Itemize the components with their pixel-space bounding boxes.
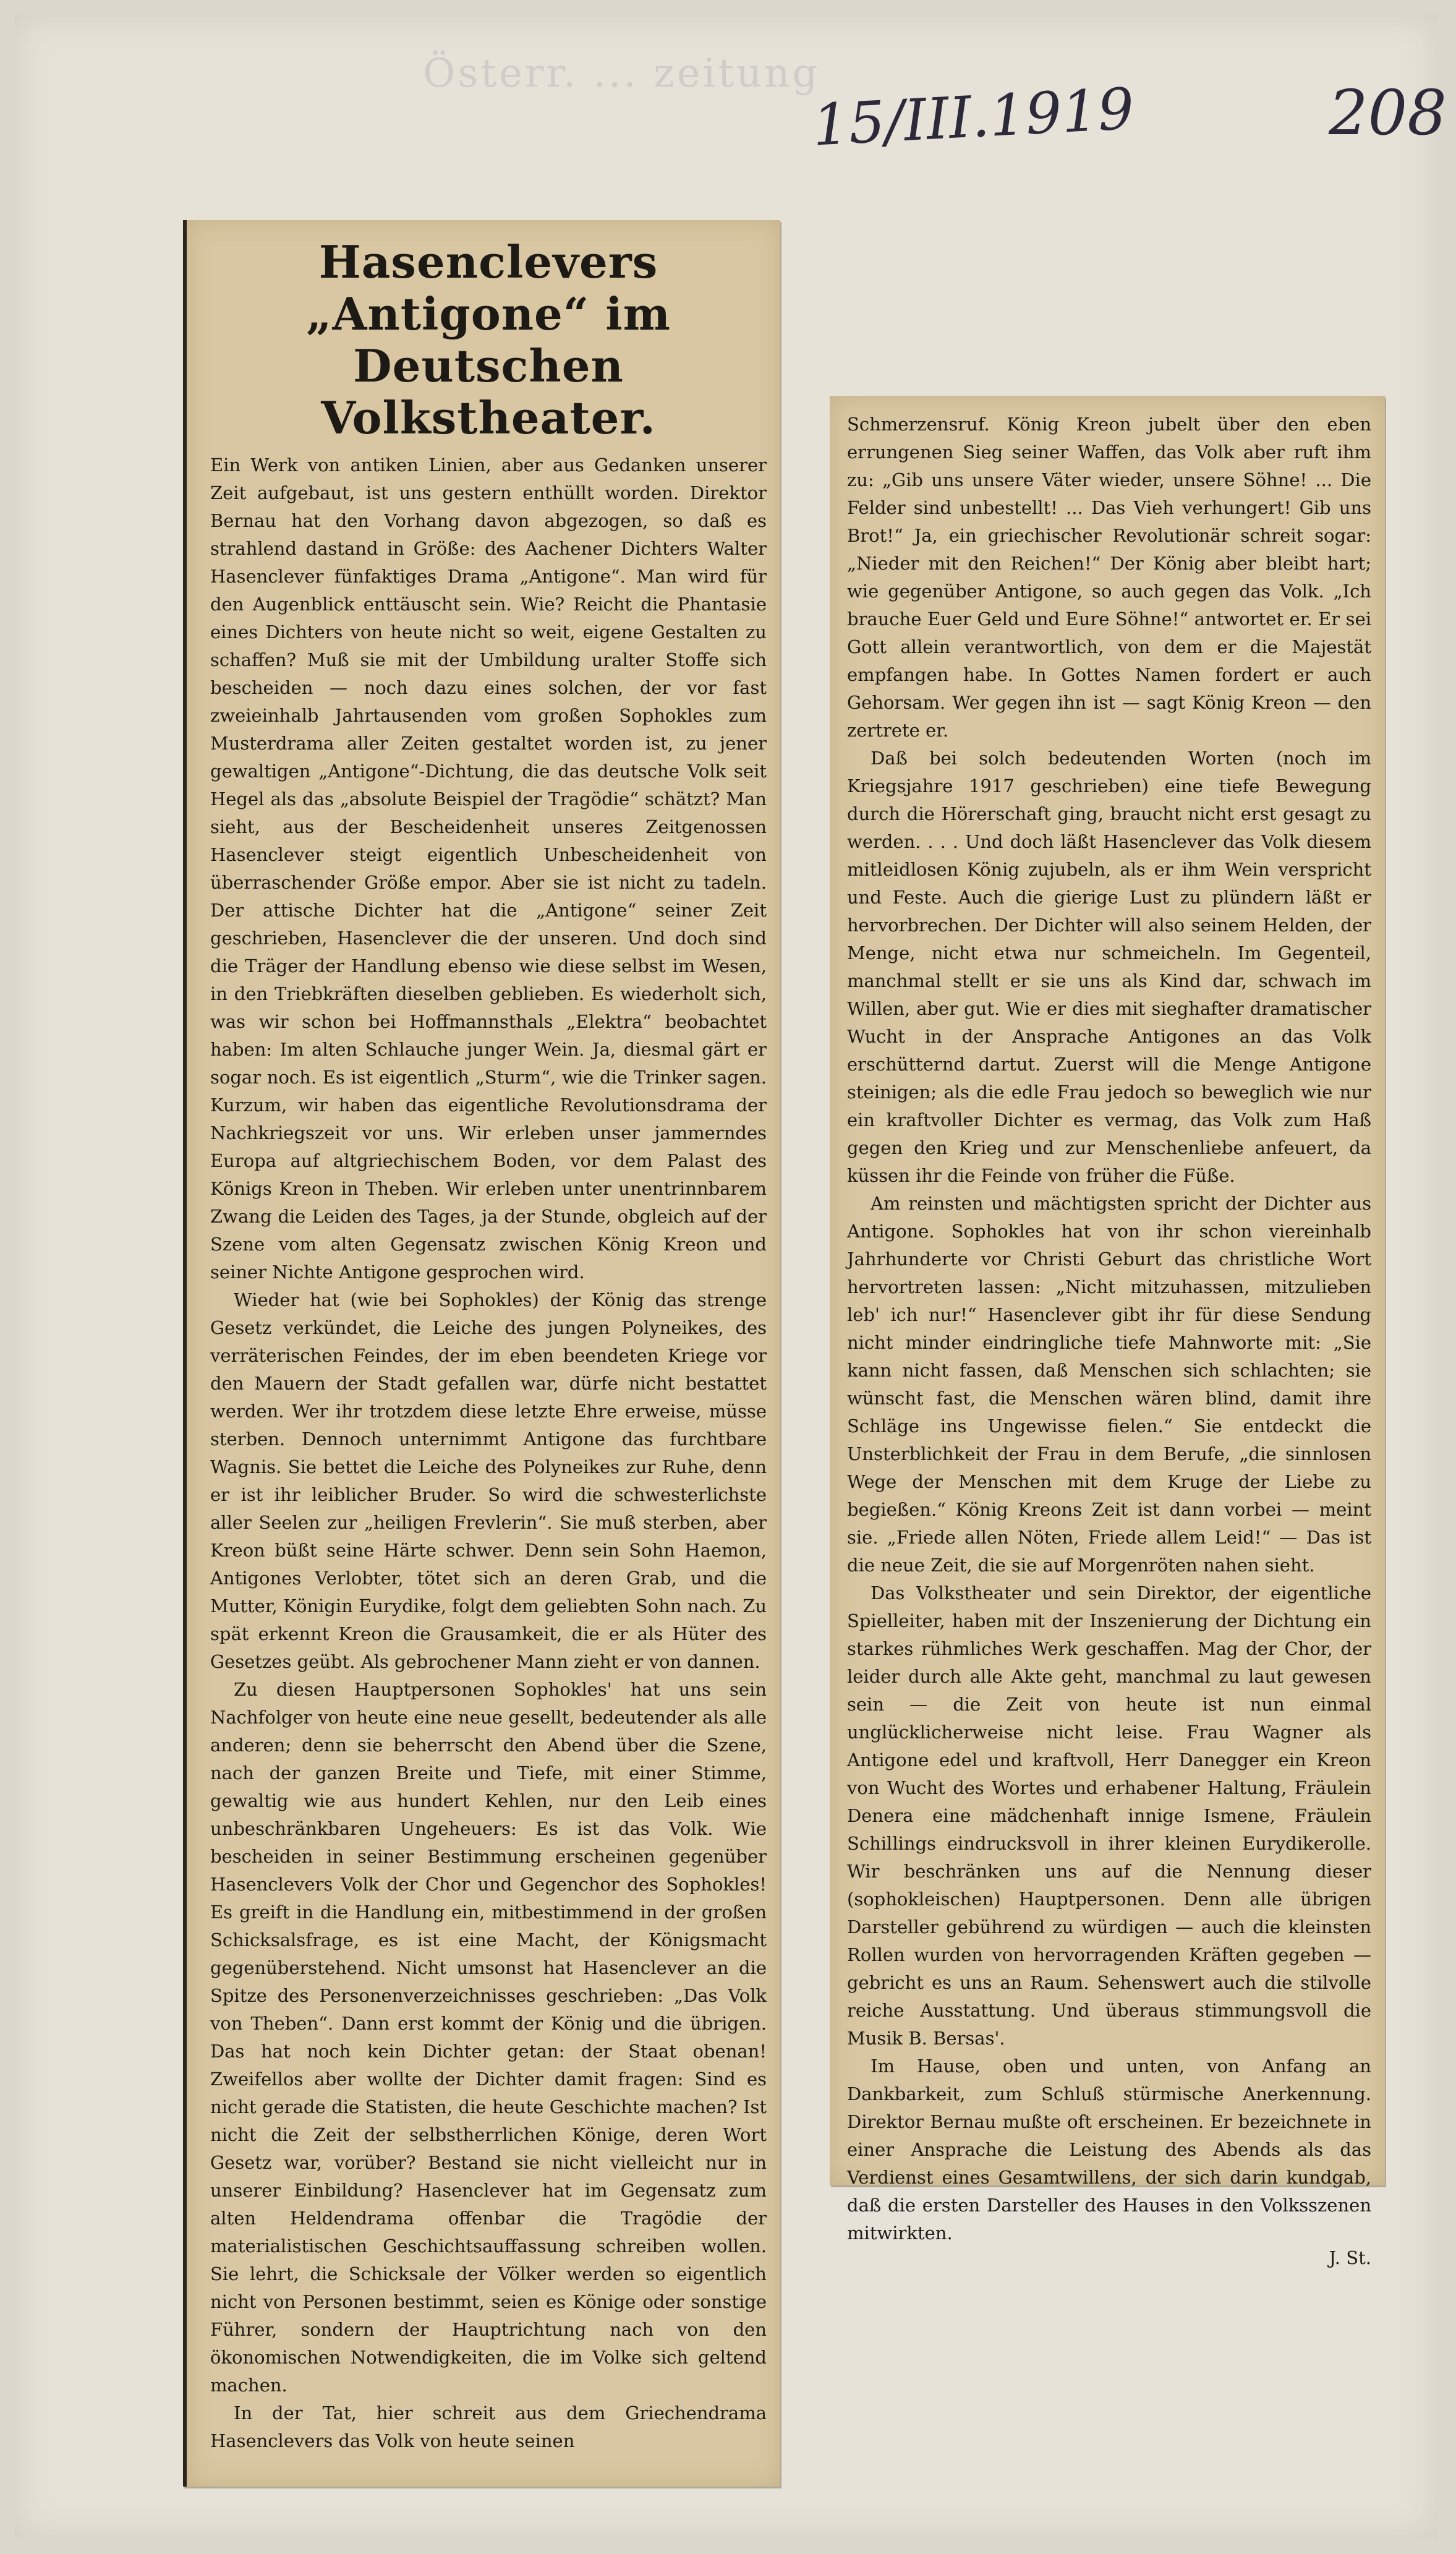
handwritten-page-number: 208 bbox=[1329, 77, 1447, 149]
article-headline: Hasenclevers „Antigone“ im Deutschen Volkstheater. bbox=[306, 236, 671, 444]
author-signature: J. St. bbox=[1329, 2247, 1371, 2268]
handwritten-date: 15/III.1919 bbox=[811, 75, 1136, 159]
clipping-right-column bbox=[830, 396, 1385, 2268]
paragraph: Schmerzensruf. König Kreon jubelt über den eben errungenen Sieg seiner Waffen, das Volk aber ruft ihm zu: „Gib uns unsere Väter wieder, unsere Söhne! ... Die Felder sind unbestellt! ... Das Vieh verhungert! Gib uns Brot!“ Ja, ein griechischer Revolutionär schreit sogar: „Nieder mit den Reichen!“ Der König aber bleibt hart; wie gegenüber Antigone, so auch gegen das Volk. „Ich brauche Euer Geld und Eure Söhne!“ antwortet er. Er sei Gott allein verantwortlich, von dem er die Majestät empfangen habe. In Gottes Namen fordert er auch Gehorsam. Wer gegen ihn ist — sagt König Kreon — den zertrete er. bbox=[847, 414, 1371, 741]
faded-stamp-header: Österr. ... zeitung bbox=[423, 51, 820, 96]
article-text-right bbox=[847, 411, 1371, 2247]
paragraph: Zu diesen Hauptpersonen Sophokles' hat uns sein Nachfolger von heute eine neue gesellt, bedeutender als alle anderen; denn sie beherrscht den Abend über die Szene, nach der ganzen Breite und Tiefe, mit einer Stimme, gewaltig wie aus hundert Kehlen, nur den Leib eines unbeschränkbaren Ungeheuers: Es ist das Volk. Wie bescheiden in seiner Bestimmung erscheinen gegenüber Hasenclevers Volk der Chor und Gegenchor des Sophokles! Es greift in die Handlung ein, mitbestimmend in der großen Schicksalsfrage, es ist eine Macht, der Königsmacht gegenüberstehend. Nicht umsonst hat Hasenclever an die Spitze des Personenverzeichnisses geschrieben: „Das Volk von Theben“. Dann erst kommt der König und die übrigen. Das hat noch kein Dichter getan: der Staat obenan! Zweifellos aber wollte der Dichter damit fragen: Sind es nicht gerade die Statisten, die heute Geschichte machen? Ist nicht die Zeit der selbstherrlichen Könige, deren Wort Gesetz war, vorüber? Bestand sie nicht vielleicht nur in unserer Einbildung? Hasenclever hat im Gegensatz zum alten Heldendrama offenbar die Tragödie der materialistischen Geschichtsauffassung schreiben wollen. Sie lehrt, die Schicksale der Völker werden so eigentlich nicht von Personen bestimmt, seien es Könige oder sonstige Führer, sondern der Hauptrichtung nach von den ökonomischen Notwendigkeiten, die im Volke sich geltend machen. bbox=[210, 1679, 767, 2396]
clipping-left-column bbox=[183, 220, 780, 2487]
paragraph: Wieder hat (wie bei Sophokles) der König das strenge Gesetz verkündet, die Leiche des jungen Polyneikes, des verräterischen Feindes, der im eben beendeten Kriege vor den Mauern der Stadt gefallen war, dürfe nicht bestattet werden. Wer ihr trotzdem diese letzte Ehre erweise, müsse sterben. Dennoch unternimmt Antigone das furchtbare Wagnis. Sie bettet die Leiche des Polyneikes zur Ruhe, denn er ist ihr leiblicher Bruder. So wird die schwesterlichste aller Seelen zur „heiligen Frevlerin“. Sie muß sterben, aber Kreon büßt seine Härte schwer. Denn sein Sohn Haemon, Antigones Verlobter, tötet sich an deren Grab, und die Mutter, Königin Eurydike, folgt dem geliebten Sohn nach. Zu spät erkennt Kreon die Grausamkeit, die er als Hüter des Gesetzes geübt. Als gebrochener Mann zieht er von dannen. bbox=[210, 1289, 767, 1672]
paragraph: Daß bei solch bedeutenden Worten (noch im Kriegsjahre 1917 geschrieben) eine tiefe Bewegung durch die Hörerschaft ging, braucht nicht erst gesagt zu werden. . . . Und doch läßt Hasenclever das Volk diesem mitleidlosen König zujubeln, als er ihm Wein verspricht und Feste. Auch die gierige Lust zu plündern läßt er hervorbrechen. Der Dichter will also seinem Helden, der Menge, nicht etwa nur schmeicheln. Im Gegenteil, manchmal stellt er sie uns als Kind dar, schwach im Willen, aber gut. Wie er dies mit sieghafter dramatischer Wucht in der Ansprache Antigones an das Volk erschütternd dartut. Zuerst will die Menge Antigone steinigen; als die edle Frau jedoch so beweglich wie nur ein kraftvoller Dichter es vermag, das Volk zum Haß gegen den Krieg und zur Menschenliebe anfeuert, da küssen ihr die Feinde von früher die Füße. bbox=[847, 748, 1371, 1186]
paragraph: Das Volkstheater und sein Direktor, der eigentliche Spielleiter, haben mit der Inszenierung der Dichtung ein starkes rühmliches Werk geschaffen. Mag der Chor, der leider durch alle Akte geht, manchmal zu laut gewesen sein — die Zeit von heute ist nun einmal unglücklicherweise nicht leise. Frau Wagner als Antigone edel und kraftvoll, Herr Danegger ein Kreon von Wucht des Wortes und erhabener Haltung, Fräulein Denera eine mädchenhaft innige Ismene, Fräulein Schillings eindrucksvoll in ihrer kleinen Eurydikerolle. Wir beschränken uns auf die Nennung dieser (sophokleischen) Hauptpersonen. Denn alle übrigen Darsteller gebührend zu würdigen — auch die kleinsten Rollen wurden von hervorragenden Kräften gegeben — gebricht es uns an Raum. Sehenswert auch die stilvolle reiche Ausstattung. Und überaus stimmungsvoll die Musik B. Bersas'. bbox=[847, 1582, 1371, 2049]
paragraph: Im Hause, oben und unten, von Anfang an Dankbarkeit, zum Schluß stürmische Anerkennung. Direktor Bernau mußte oft erscheinen. Er bezeichnete in einer Ansprache die Leistung des Abends als das Verdienst eines Gesamtwillens, der sich darin kundgab, daß die ersten Darsteller des Hauses in den Volksszenen mitwirkten. bbox=[847, 2056, 1371, 2244]
paragraph: Am reinsten und mächtigsten spricht der Dichter aus Antigone. Sophokles hat von ihr schon viereinhalb Jahrhunderte vor Christi Geburt das christliche Wort hervortreten lassen: „Nicht mitzuhassen, mitzulieben leb' ich nur!“ Hasenclever gibt ihr für diese Sendung nicht minder eindringliche tiefe Mahnworte mit: „Sie kann nicht fassen, daß Menschen sich schlachten; sie wünscht fast, die Menschen wären blind, damit ihre Schläge ins Ungewisse fielen.“ Sie entdeckt die Unsterblichkeit der Frau in dem Berufe, „die sinnlosen Wege der Menschen mit dem Kruge der Liebe zu begießen.“ König Kreons Zeit ist dann vorbei — meint sie. „Friede allen Nöten, Friede allem Leid!“ — Das ist die neue Zeit, die sie auf Morgenröten nahen sieht. bbox=[847, 1193, 1371, 1576]
paragraph: In der Tat, hier schreit aus dem Griechendrama Hasenclevers das Volk von heute seinen bbox=[210, 2402, 767, 2451]
paragraph: Ein Werk von antiken Linien, aber aus Gedanken unserer Zeit aufgebaut, ist uns gestern enthüllt worden. Direktor Bernau hat den Vorhang davon abgezogen, so daß es strahlend dastand in Größe: des Aachener Dichters Walter Hasenclever fünfaktiges Drama „Antigone“. Man wird für den Augenblick enttäuscht sein. Wie? Reicht die Phantasie eines Dichters von heute nicht so weit, eigene Gestalten zu schaffen? Muß sie mit der Umbildung uralter Stoffe sich bescheiden — noch dazu eines solchen, der vor fast zweieinhalb Jahrtausenden vom großen Sophokles zum Musterdrama aller Zeiten gestaltet worden ist, zu jener gewaltigen „Antigone“-Dichtung, die das deutsche Volk seit Hegel als das „absolute Beispiel der Tragödie“ schätzt? Man sieht, aus der Bescheidenheit unseres Zeitgenossen Hasenclever steigt eigentlich Unbescheidenheit von überraschender Größe empor. Aber sie ist nicht zu tadeln. Der attische Dichter hat die „Antigone“ seiner Zeit geschrieben, Hasenclever die der unseren. Und doch sind die Träger der Handlung ebenso wie diese selbst im Wesen, in den Triebkräften dieselben geblieben. Es wiederholt sich, was wir schon bei Hoffmannsthals „Elektra“ beobachtet haben: Im alten Schlauche junger Wein. Ja, diesmal gärt er sogar noch. Es ist eigentlich „Sturm“, wie die Trinker sagen. Kurzum, wir haben das eigentliche Revolutionsdrama der Nachkriegszeit vor uns. Wir erleben unser jammerndes Europa auf altgriechischem Boden, vor dem Palast des Königs Kreon in Theben. Wir erleben unter unentrinnbarem Zwang die Leiden des Tages, ja der Stunde, obgleich auf der Szene vom alten Gegensatz zwischen König Kreon und seiner Nichte Antigone gesprochen wird. bbox=[210, 455, 767, 1283]
archive-sheet bbox=[15, 15, 1447, 2538]
article-text-left bbox=[210, 451, 767, 2455]
